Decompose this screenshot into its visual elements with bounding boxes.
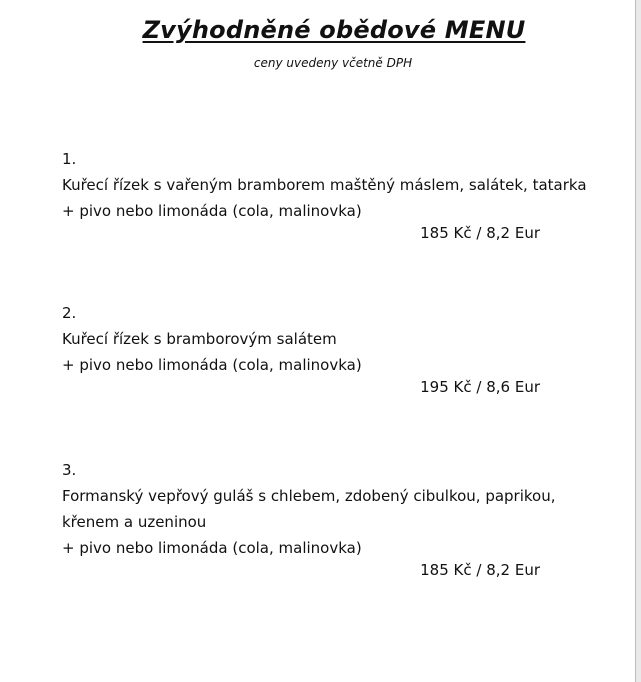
page-edge	[636, 0, 641, 682]
menu-item-description-line: křenem a uzeninou	[62, 513, 207, 531]
menu-item-number: 1.	[62, 150, 77, 168]
menu-item-price: 195 Kč / 8,6 Eur	[420, 378, 540, 396]
menu-item-number: 2.	[62, 304, 77, 322]
menu-item-description-line: Kuřecí řízek s bramborovým salátem	[62, 330, 337, 348]
menu-item-number: 3.	[62, 461, 77, 479]
menu-item-price: 185 Kč / 8,2 Eur	[420, 561, 540, 579]
menu-item-drink-line: + pivo nebo limonáda (cola, malinovka)	[62, 356, 362, 374]
menu-title: Zvýhodněné obědové MENU	[142, 16, 526, 44]
menu-item-drink-line: + pivo nebo limonáda (cola, malinovka)	[62, 202, 362, 220]
menu-item-3	[62, 457, 602, 579]
price-note: ceny uvedeny včetně DPH	[253, 56, 413, 70]
menu-item-price: 185 Kč / 8,2 Eur	[420, 224, 540, 242]
menu-item-description-line: Kuřecí řízek s vařeným bramborem maštěný máslem, salátek, tatarka	[62, 176, 587, 194]
menu-item-drink-line: + pivo nebo limonáda (cola, malinovka)	[62, 539, 362, 557]
menu-item-2	[62, 300, 602, 396]
menu-item-description-line: Formanský vepřový guláš s chlebem, zdobený cibulkou, paprikou,	[62, 487, 556, 505]
menu-item-1	[62, 146, 602, 242]
